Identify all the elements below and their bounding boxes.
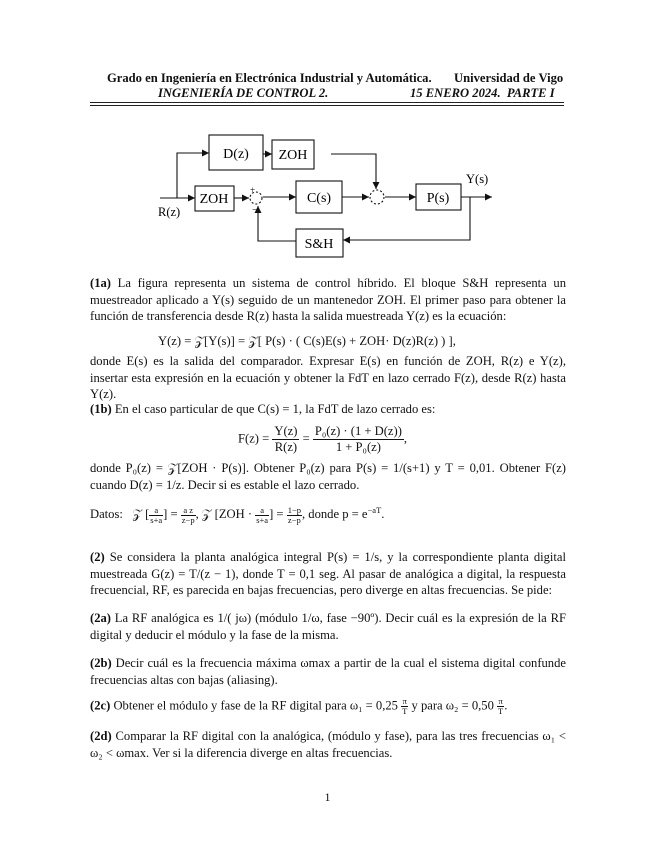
section-2c [90, 697, 507, 716]
datos-2-den: s+a [256, 514, 269, 525]
section-2 [90, 549, 566, 599]
section-2b-text: Decir cuál es la frecuencia máxima ωmax a partir de la cual el sistema digital confunde frecuencias altas con bajas (aliasing). [90, 656, 566, 687]
section-2d-label: (2d) [90, 729, 112, 743]
section-2a-label: (2a) [90, 611, 111, 625]
section-1a [90, 275, 566, 325]
section-2d-text: Comparar la RF digital con la analógica, (módulo y fase), para las tres frecuencias ω₁ < ω₂ < ωmax. Ver si la diferencia diverge en altas frecuencias. [90, 729, 567, 760]
datos-1-rfrac [181, 506, 196, 525]
section-2d [90, 728, 566, 761]
datos-2-rnum: 1−p [287, 504, 301, 515]
datos-1-frac [149, 506, 163, 525]
section-2c-frac1 [401, 697, 408, 716]
datos-1-mid: ] = [163, 507, 178, 522]
datos-2-rfrac [287, 506, 302, 525]
datos-2-num: a [255, 506, 269, 516]
datos-1-num: a [149, 506, 163, 516]
block-diagram [0, 0, 655, 270]
header-university: Universidad de Vigo [454, 71, 564, 85]
datos-label: Datos: [90, 507, 123, 522]
section-2c-frac1-den: T [402, 706, 408, 716]
section-1a-after: donde E(s) es la salida del comparador. Expresar E(s) en función de ZOH, R(z) e Y(z), insertar esta expresión en la ecuación y obtener la FdT en lazo cerrado F(z), desde R(z) hasta Y(z). [90, 354, 566, 402]
section-2c-label: (2c) [90, 698, 111, 713]
section-2-label: (2) [90, 550, 105, 564]
eq-1b-frac1-den: R(z) [274, 440, 298, 454]
page-number: 1 [324, 790, 331, 804]
eq-1b-frac2-num: P₀(z) · (1 + D(z)) [314, 424, 402, 438]
eq-1b-lhs: F(z) = [238, 431, 270, 446]
block-zoh-left-label: ZOH [199, 192, 229, 207]
output-label: Y(s) [466, 172, 489, 186]
section-2c-frac1-num: π [402, 696, 407, 706]
datos-1-rden: z−p [181, 514, 195, 525]
section-2b [90, 655, 566, 688]
header-date: 15 ENERO 2024. PARTE I [410, 86, 555, 100]
eq-1b-equals: = [302, 431, 310, 446]
section-1b [90, 401, 566, 418]
sum-junction-2 [370, 190, 384, 204]
section-1b-text: En el caso particular de que C(s) = 1, la FdT de lazo cerrado es: [114, 402, 436, 416]
section-1a-label: (1a) [90, 276, 111, 290]
block-sh-label: S&H [304, 237, 334, 252]
eq-1b-frac2-den: 1 + P₀(z) [335, 440, 381, 454]
block-c-label: C(s) [306, 191, 332, 206]
input-label: R(z) [158, 205, 181, 219]
section-2a [90, 610, 566, 643]
datos-line [90, 505, 384, 525]
section-1b-after: donde P₀(z) = 𝒵[ZOH · P(s)]. Obtener P₀(z) para P(s) = 1/(s+1) y T = 0,01. Obtener F(z) cuando D(z) = 1/z. Decir si es estable el lazo cerrado. [90, 461, 566, 492]
datos-2-pre: , 𝒵 [ZOH · [195, 507, 253, 522]
section-2c-text-c: . [504, 698, 508, 713]
header-institution: Grado en Ingeniería en Electrónica Industrial y Automática. [107, 71, 432, 85]
datos-3-sup: −aT [367, 505, 382, 515]
section-2c-frac2-num: π [498, 696, 503, 706]
section-2c-text-a: Obtener el módulo y fase de la RF digital para ω₁ = 0,25 [113, 698, 398, 713]
datos-2-mid: ] = [269, 507, 284, 522]
section-2c-frac2-den: T [498, 706, 504, 716]
eq-1b-frac1-num: Y(z) [274, 424, 298, 438]
section-2-text: Se considera la planta analógica integral P(s) = 1/s, y la correspondiente planta digital muestreada G(z) = T/(z − 1), donde T = 0,1 seg. Al pasar de analógica a digital, la respuesta frecuencial, RF, es parecida en bajas frecuencias, pero diverge en altas frecuencias. Se pide: [90, 550, 566, 598]
eq-1b-frac1 [272, 424, 299, 455]
equation-1b [238, 424, 407, 455]
section-2a-text: La RF analógica es 1/( jω) (módulo 1/ω, fase −90º). Decir cuál es la expresión de la RF digital y deducir el módulo y la fase de la misma. [90, 611, 566, 642]
sum1-sign-plus: + [250, 185, 256, 195]
block-zoh-top-label: ZOH [278, 148, 308, 163]
datos-1-den: s+a [150, 514, 163, 525]
section-1b-label: (1b) [90, 402, 112, 416]
section-1a-text: La figura representa un sistema de control híbrido. El bloque S&H representa un muestreador aplicado a Y(s) seguido de un mantenedor ZOH. El primer paso para obtener la función de transferencia desde R(z) hasta la salida muestreada Y(z) es la ecuación: [90, 276, 567, 324]
datos-1-pre: 𝒵 [ [132, 507, 150, 522]
datos-2-rden: z−p [287, 514, 301, 525]
sum1-sign-minus: − [252, 205, 258, 216]
datos-3-end: . [381, 507, 385, 522]
equation-1a: Y(z) = 𝒵[Y(s)] = 𝒵[ P(s) · ( C(s)E(s) + ZOH· D(z)R(z) ) ], [158, 334, 456, 348]
datos-1-rnum: a z [181, 506, 196, 516]
datos-3: , donde p = e [301, 507, 368, 522]
section-2b-label: (2b) [90, 656, 112, 670]
section-2c-text-b: y para ω₂ = 0,50 [411, 698, 494, 713]
header-course: INGENIERÍA DE CONTROL 2. [158, 86, 329, 100]
datos-2-frac [255, 506, 269, 525]
eq-1b-end: , [403, 431, 408, 446]
block-p-label: P(s) [426, 191, 450, 206]
block-d-label: D(z) [223, 147, 249, 162]
eq-1b-frac2 [313, 424, 404, 455]
